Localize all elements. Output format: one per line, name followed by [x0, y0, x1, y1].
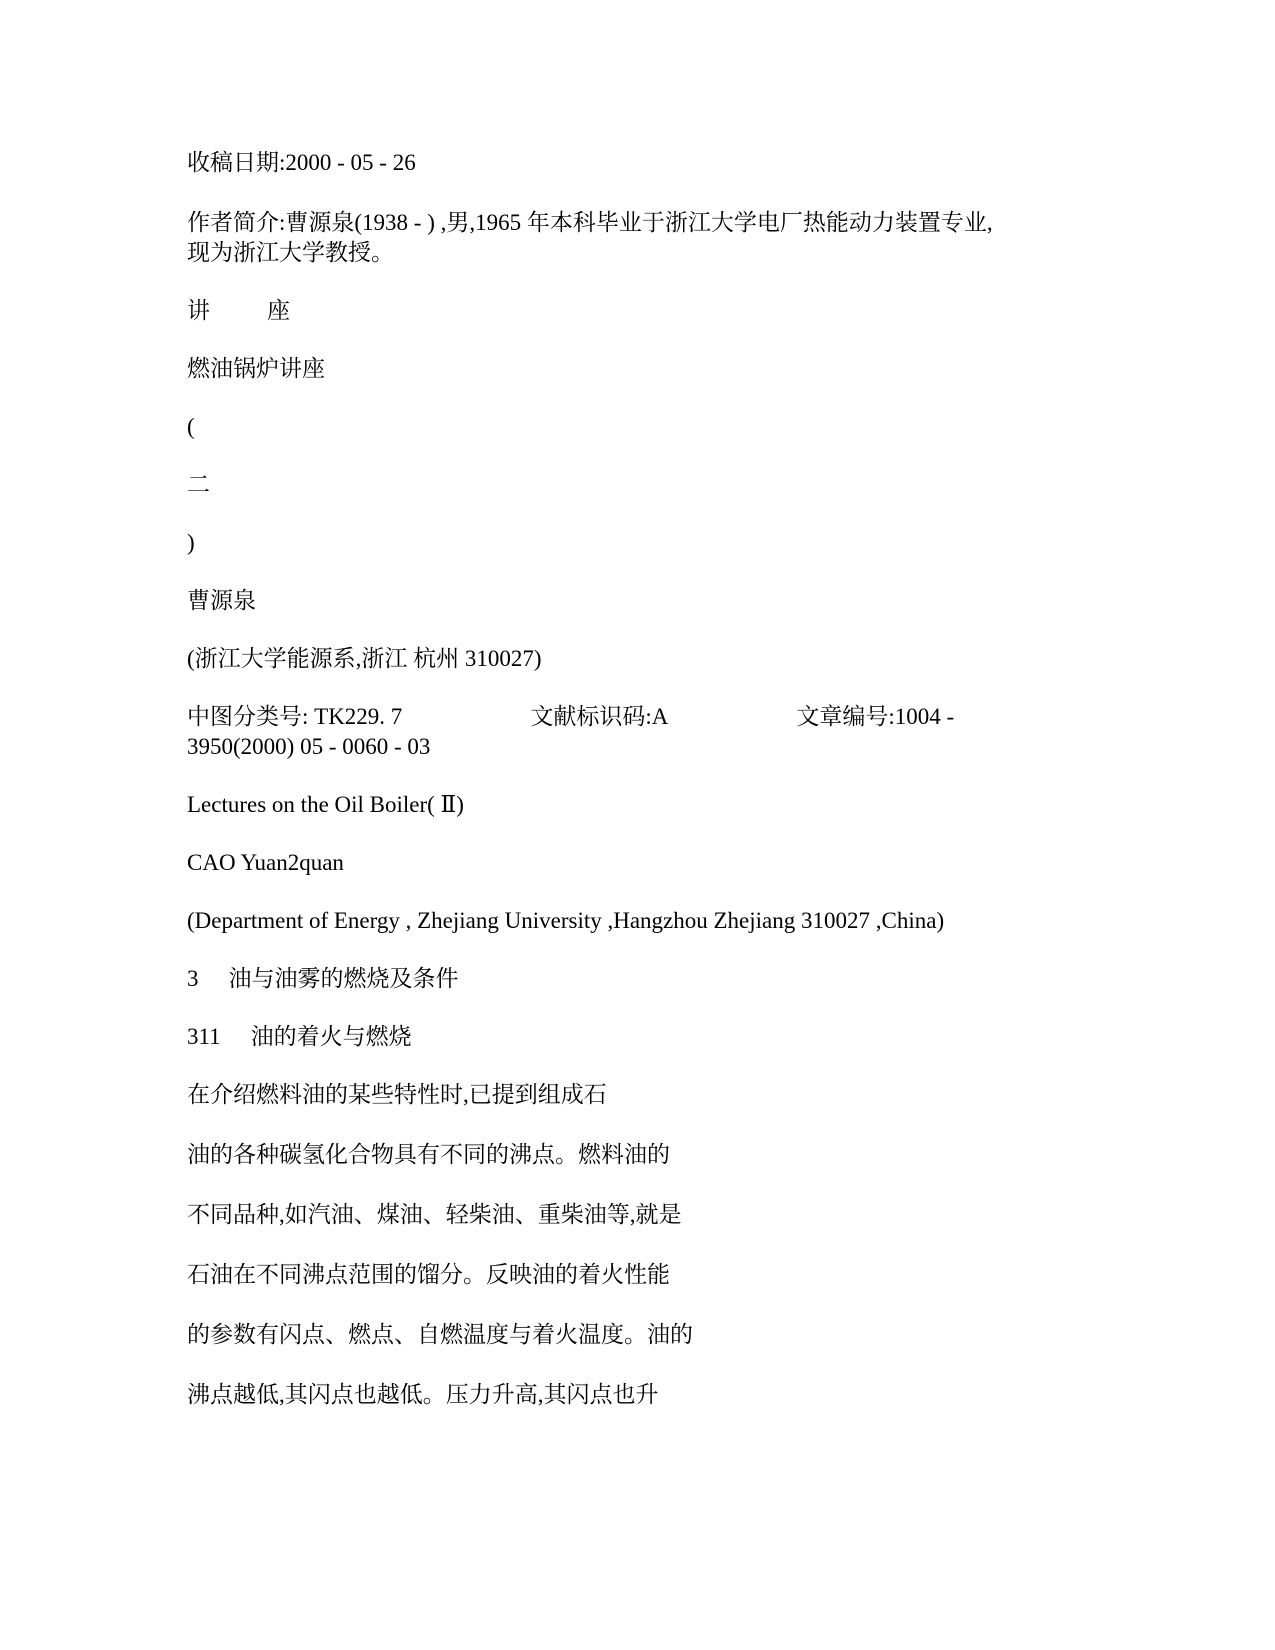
subsection-heading: [187, 1022, 412, 1052]
section-heading: [187, 964, 459, 994]
classification-line: [187, 702, 954, 732]
article-title: 燃油锅炉讲座: [187, 356, 325, 381]
title-part-number: 二: [187, 472, 210, 497]
author-intro-line-1: 作者简介:曹源泉(1938 - ) ,男,1965 年本科毕业于浙江大学电厂热能动力装置专业,: [187, 210, 993, 235]
body-line: 油的各种碳氢化合物具有不同的沸点。燃料油的: [187, 1142, 670, 1167]
column-heading-char-1: 讲: [187, 298, 210, 323]
affiliation-cn: (浙江大学能源系,浙江 杭州 310027): [187, 646, 542, 671]
document-code: 文献标识码:A: [530, 704, 669, 729]
section-number: 3: [187, 966, 199, 991]
article-title-en: Lectures on the Oil Boiler( Ⅱ): [187, 792, 464, 817]
article-number-continued: 3950(2000) 05 - 0060 - 03: [187, 734, 431, 759]
article-number: 文章编号:1004 -: [796, 704, 955, 729]
subsection-title: 油的着火与燃烧: [250, 1024, 412, 1049]
author-intro-line-2: 现为浙江大学教授。: [187, 240, 394, 265]
body-line: 沸点越低,其闪点也越低。压力升高,其闪点也升: [187, 1382, 659, 1407]
body-line: 石油在不同沸点范围的馏分。反映油的着火性能: [187, 1262, 670, 1287]
body-line: 不同品种,如汽油、煤油、轻柴油、重柴油等,就是: [187, 1202, 682, 1227]
subsection-number: 311: [187, 1024, 221, 1049]
affiliation-en: (Department of Energy , Zhejiang University ,Hangzhou Zhejiang 310027 ,China): [187, 908, 945, 933]
title-part-close: ): [187, 530, 195, 555]
section-title: 油与油雾的燃烧及条件: [228, 966, 459, 991]
column-heading-char-2: 座: [267, 298, 290, 323]
column-heading: [187, 296, 290, 326]
author-name-cn: 曹源泉: [187, 588, 256, 613]
author-name-en: CAO Yuan2quan: [187, 850, 344, 875]
body-line: 在介绍燃料油的某些特性时,已提到组成石: [187, 1082, 607, 1107]
title-part-open: (: [187, 414, 195, 439]
received-date: 收稿日期:2000 - 05 - 26: [187, 150, 416, 175]
clc-number: 中图分类号: TK229. 7: [187, 704, 403, 729]
body-line: 的参数有闪点、燃点、自燃温度与着火温度。油的: [187, 1322, 693, 1347]
